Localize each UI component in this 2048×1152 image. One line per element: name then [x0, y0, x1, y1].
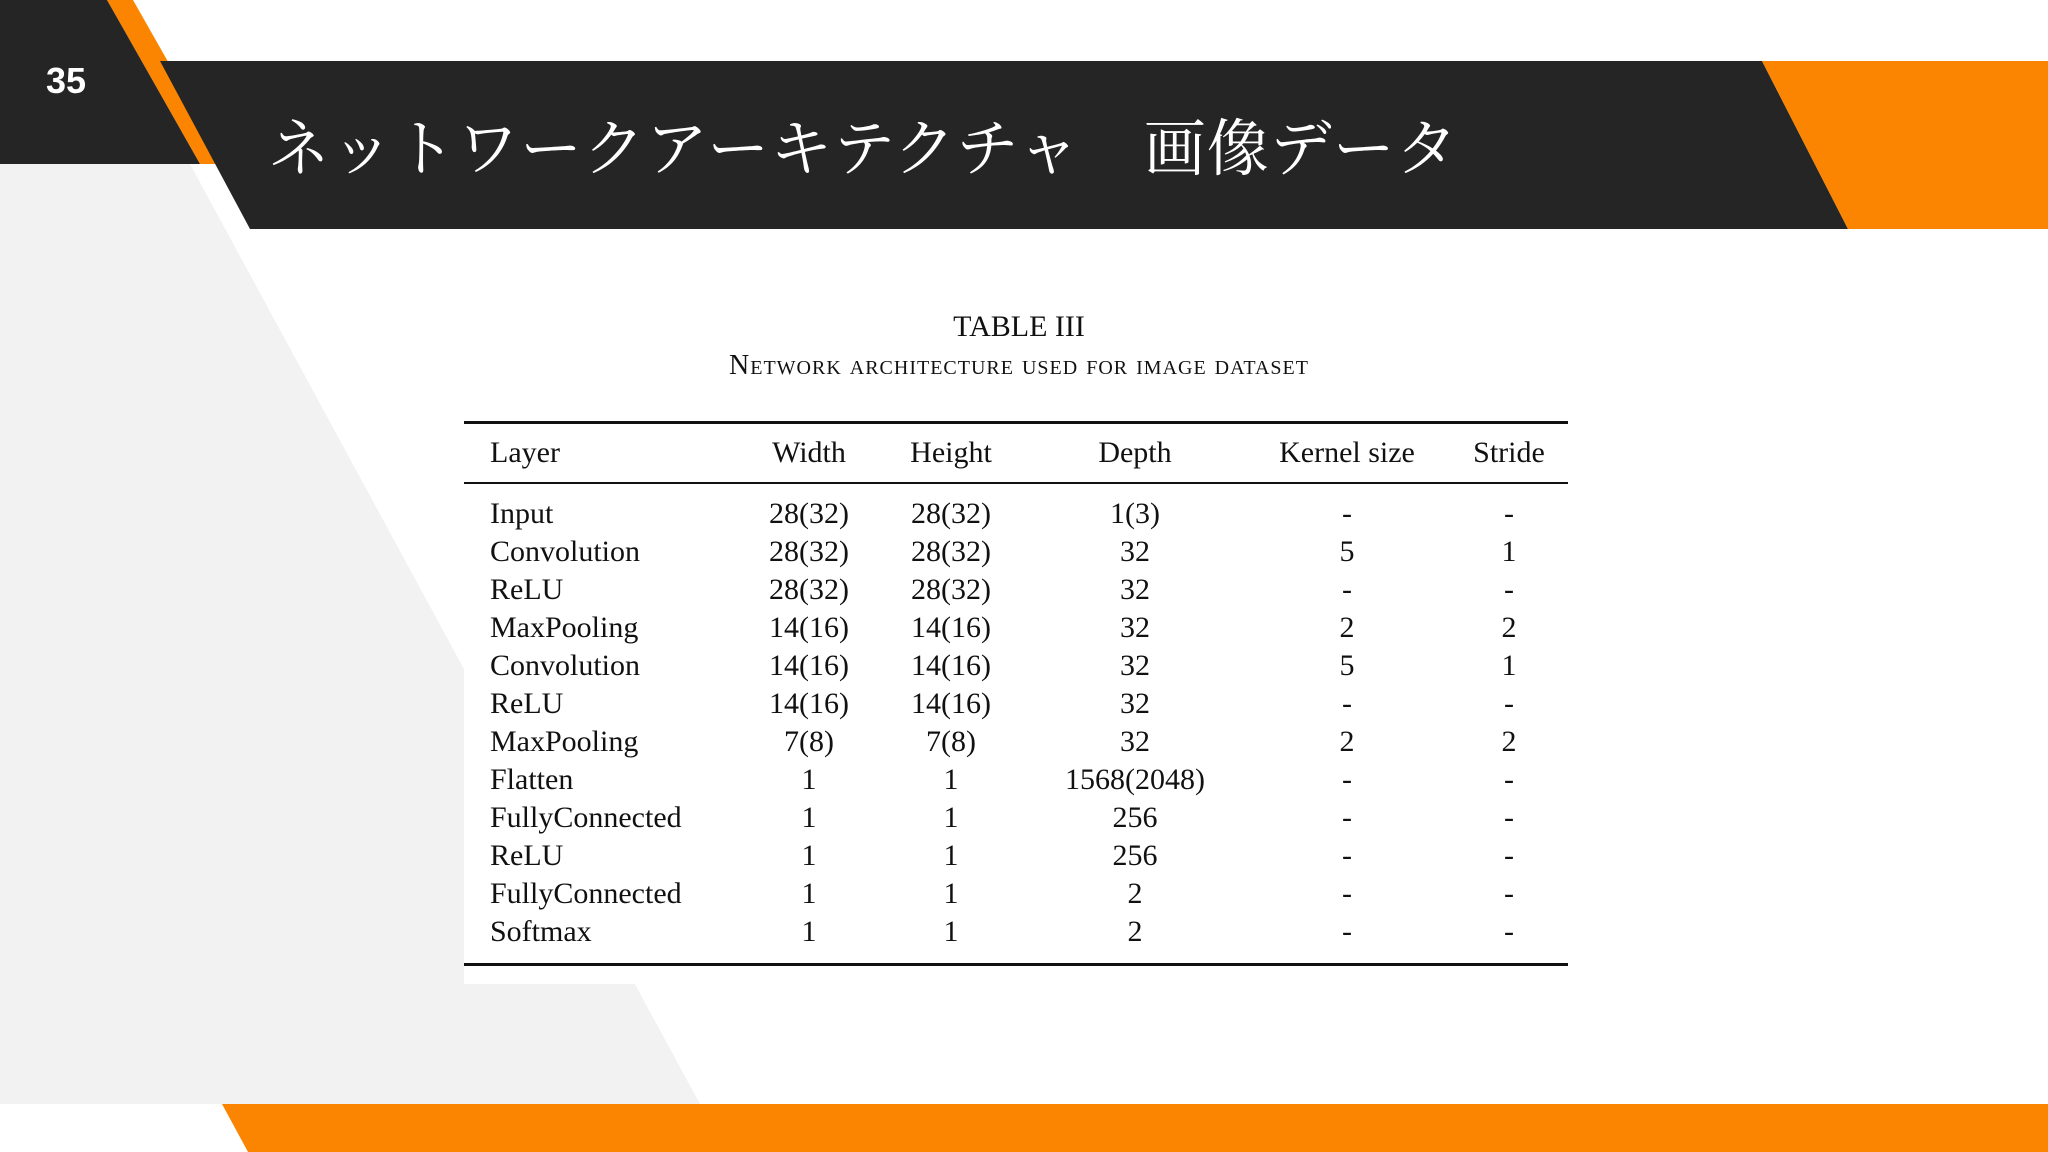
table-cell: 5	[1339, 535, 1355, 568]
table-label: TABLE III	[953, 310, 1085, 343]
table-cell: 14(16)	[769, 687, 849, 720]
table-cell: 5	[1339, 649, 1355, 682]
table-top-rule	[464, 421, 1568, 424]
table-cell: FullyConnected	[490, 877, 682, 910]
table-cell: -	[1342, 573, 1352, 606]
table-row	[464, 761, 1568, 799]
table-cell: 2	[1501, 611, 1517, 644]
header-cell: Height	[910, 436, 992, 469]
table-cell: FullyConnected	[490, 801, 682, 834]
table-cell: -	[1342, 801, 1352, 834]
table-cell: 28(32)	[911, 573, 991, 606]
table-cell: 2	[1501, 725, 1517, 758]
table-row	[464, 875, 1568, 913]
table-cell: 256	[1112, 801, 1158, 834]
table-cell: 14(16)	[911, 611, 991, 644]
table-cell: 32	[1120, 649, 1150, 682]
table-cell: 1	[1501, 535, 1517, 568]
table-cell: 1	[801, 801, 817, 834]
table-cell: 2	[1339, 725, 1355, 758]
table-cell: 1	[943, 915, 959, 948]
table-cell: 7(8)	[784, 725, 834, 758]
slide-number: 35	[45, 60, 87, 101]
header-cell: Depth	[1098, 436, 1172, 469]
table-cell: 14(16)	[911, 649, 991, 682]
table-bottom-rule	[464, 963, 1568, 966]
table-cell: 32	[1120, 687, 1150, 720]
table-cell: -	[1342, 687, 1352, 720]
table-caption: Network architecture used for image dataset	[729, 350, 1309, 381]
table-cell: 14(16)	[769, 611, 849, 644]
table-cell: 2	[1127, 915, 1143, 948]
table-cell: -	[1504, 915, 1514, 948]
table-cell: 1568(2048)	[1065, 763, 1205, 796]
table-cell: MaxPooling	[490, 725, 639, 758]
table-header-rule	[464, 482, 1568, 484]
table-cell: 32	[1120, 535, 1150, 568]
slide-title: ネットワークアーキテクチャ 画像データ	[268, 112, 1459, 185]
table-cell: 256	[1112, 839, 1158, 872]
table-cell: 1	[1501, 649, 1517, 682]
table-cell: -	[1504, 763, 1514, 796]
header-cell: Width	[772, 436, 846, 469]
table-cell: 28(32)	[911, 497, 991, 530]
table-cell: 1	[801, 839, 817, 872]
table-cell: Flatten	[490, 763, 574, 796]
table-cell: ReLU	[490, 687, 564, 720]
table-cell: 32	[1120, 725, 1150, 758]
table-cell: 1	[943, 877, 959, 910]
table-cell: -	[1504, 687, 1514, 720]
table-cell: 28(32)	[769, 535, 849, 568]
table-cell: -	[1342, 877, 1352, 910]
orange-bottom-bar	[222, 1104, 2048, 1152]
table-row	[464, 533, 1568, 571]
table-cell: 1	[943, 763, 959, 796]
table-row	[464, 647, 1568, 685]
table-cell: 14(16)	[769, 649, 849, 682]
table-row	[464, 609, 1568, 647]
table-cell: -	[1504, 839, 1514, 872]
table-cell: -	[1342, 497, 1352, 530]
table-header-row	[464, 434, 1568, 472]
table-cell: -	[1342, 763, 1352, 796]
table-row	[464, 723, 1568, 761]
table-cell: 28(32)	[769, 573, 849, 606]
table-cell: ReLU	[490, 839, 564, 872]
table-cell: -	[1504, 801, 1514, 834]
table-cell: 1	[801, 763, 817, 796]
table-cell: 1	[943, 801, 959, 834]
table-cell: -	[1342, 839, 1352, 872]
table-cell: 2	[1127, 877, 1143, 910]
table-row	[464, 913, 1568, 951]
table-row	[464, 799, 1568, 837]
table-cell: 2	[1339, 611, 1355, 644]
header-cell: Layer	[490, 436, 560, 469]
table-cell: 1	[943, 839, 959, 872]
table-row	[464, 837, 1568, 875]
table-cell: 28(32)	[769, 497, 849, 530]
table-row	[464, 495, 1568, 533]
table-cell: 1	[801, 877, 817, 910]
table-cell: Convolution	[490, 535, 641, 568]
table-row	[464, 685, 1568, 723]
table-cell: -	[1504, 573, 1514, 606]
table-cell: 7(8)	[926, 725, 976, 758]
architecture-table	[464, 298, 1574, 984]
table-cell: -	[1504, 497, 1514, 530]
table-cell: ReLU	[490, 573, 564, 606]
table-cell: 32	[1120, 611, 1150, 644]
table-cell: -	[1342, 915, 1352, 948]
table-cell: MaxPooling	[490, 611, 639, 644]
table-cell: 32	[1120, 573, 1150, 606]
table-row	[464, 571, 1568, 609]
table-cell: -	[1504, 877, 1514, 910]
table-cell: Input	[490, 497, 554, 530]
header-cell: Kernel size	[1279, 436, 1415, 469]
table-cell: 28(32)	[911, 535, 991, 568]
table-cell: 1	[801, 915, 817, 948]
table-cell: Softmax	[490, 915, 592, 948]
table-cell: 14(16)	[911, 687, 991, 720]
table-cell: Convolution	[490, 649, 641, 682]
header-cell: Stride	[1473, 436, 1545, 469]
table-cell: 1(3)	[1110, 497, 1160, 530]
